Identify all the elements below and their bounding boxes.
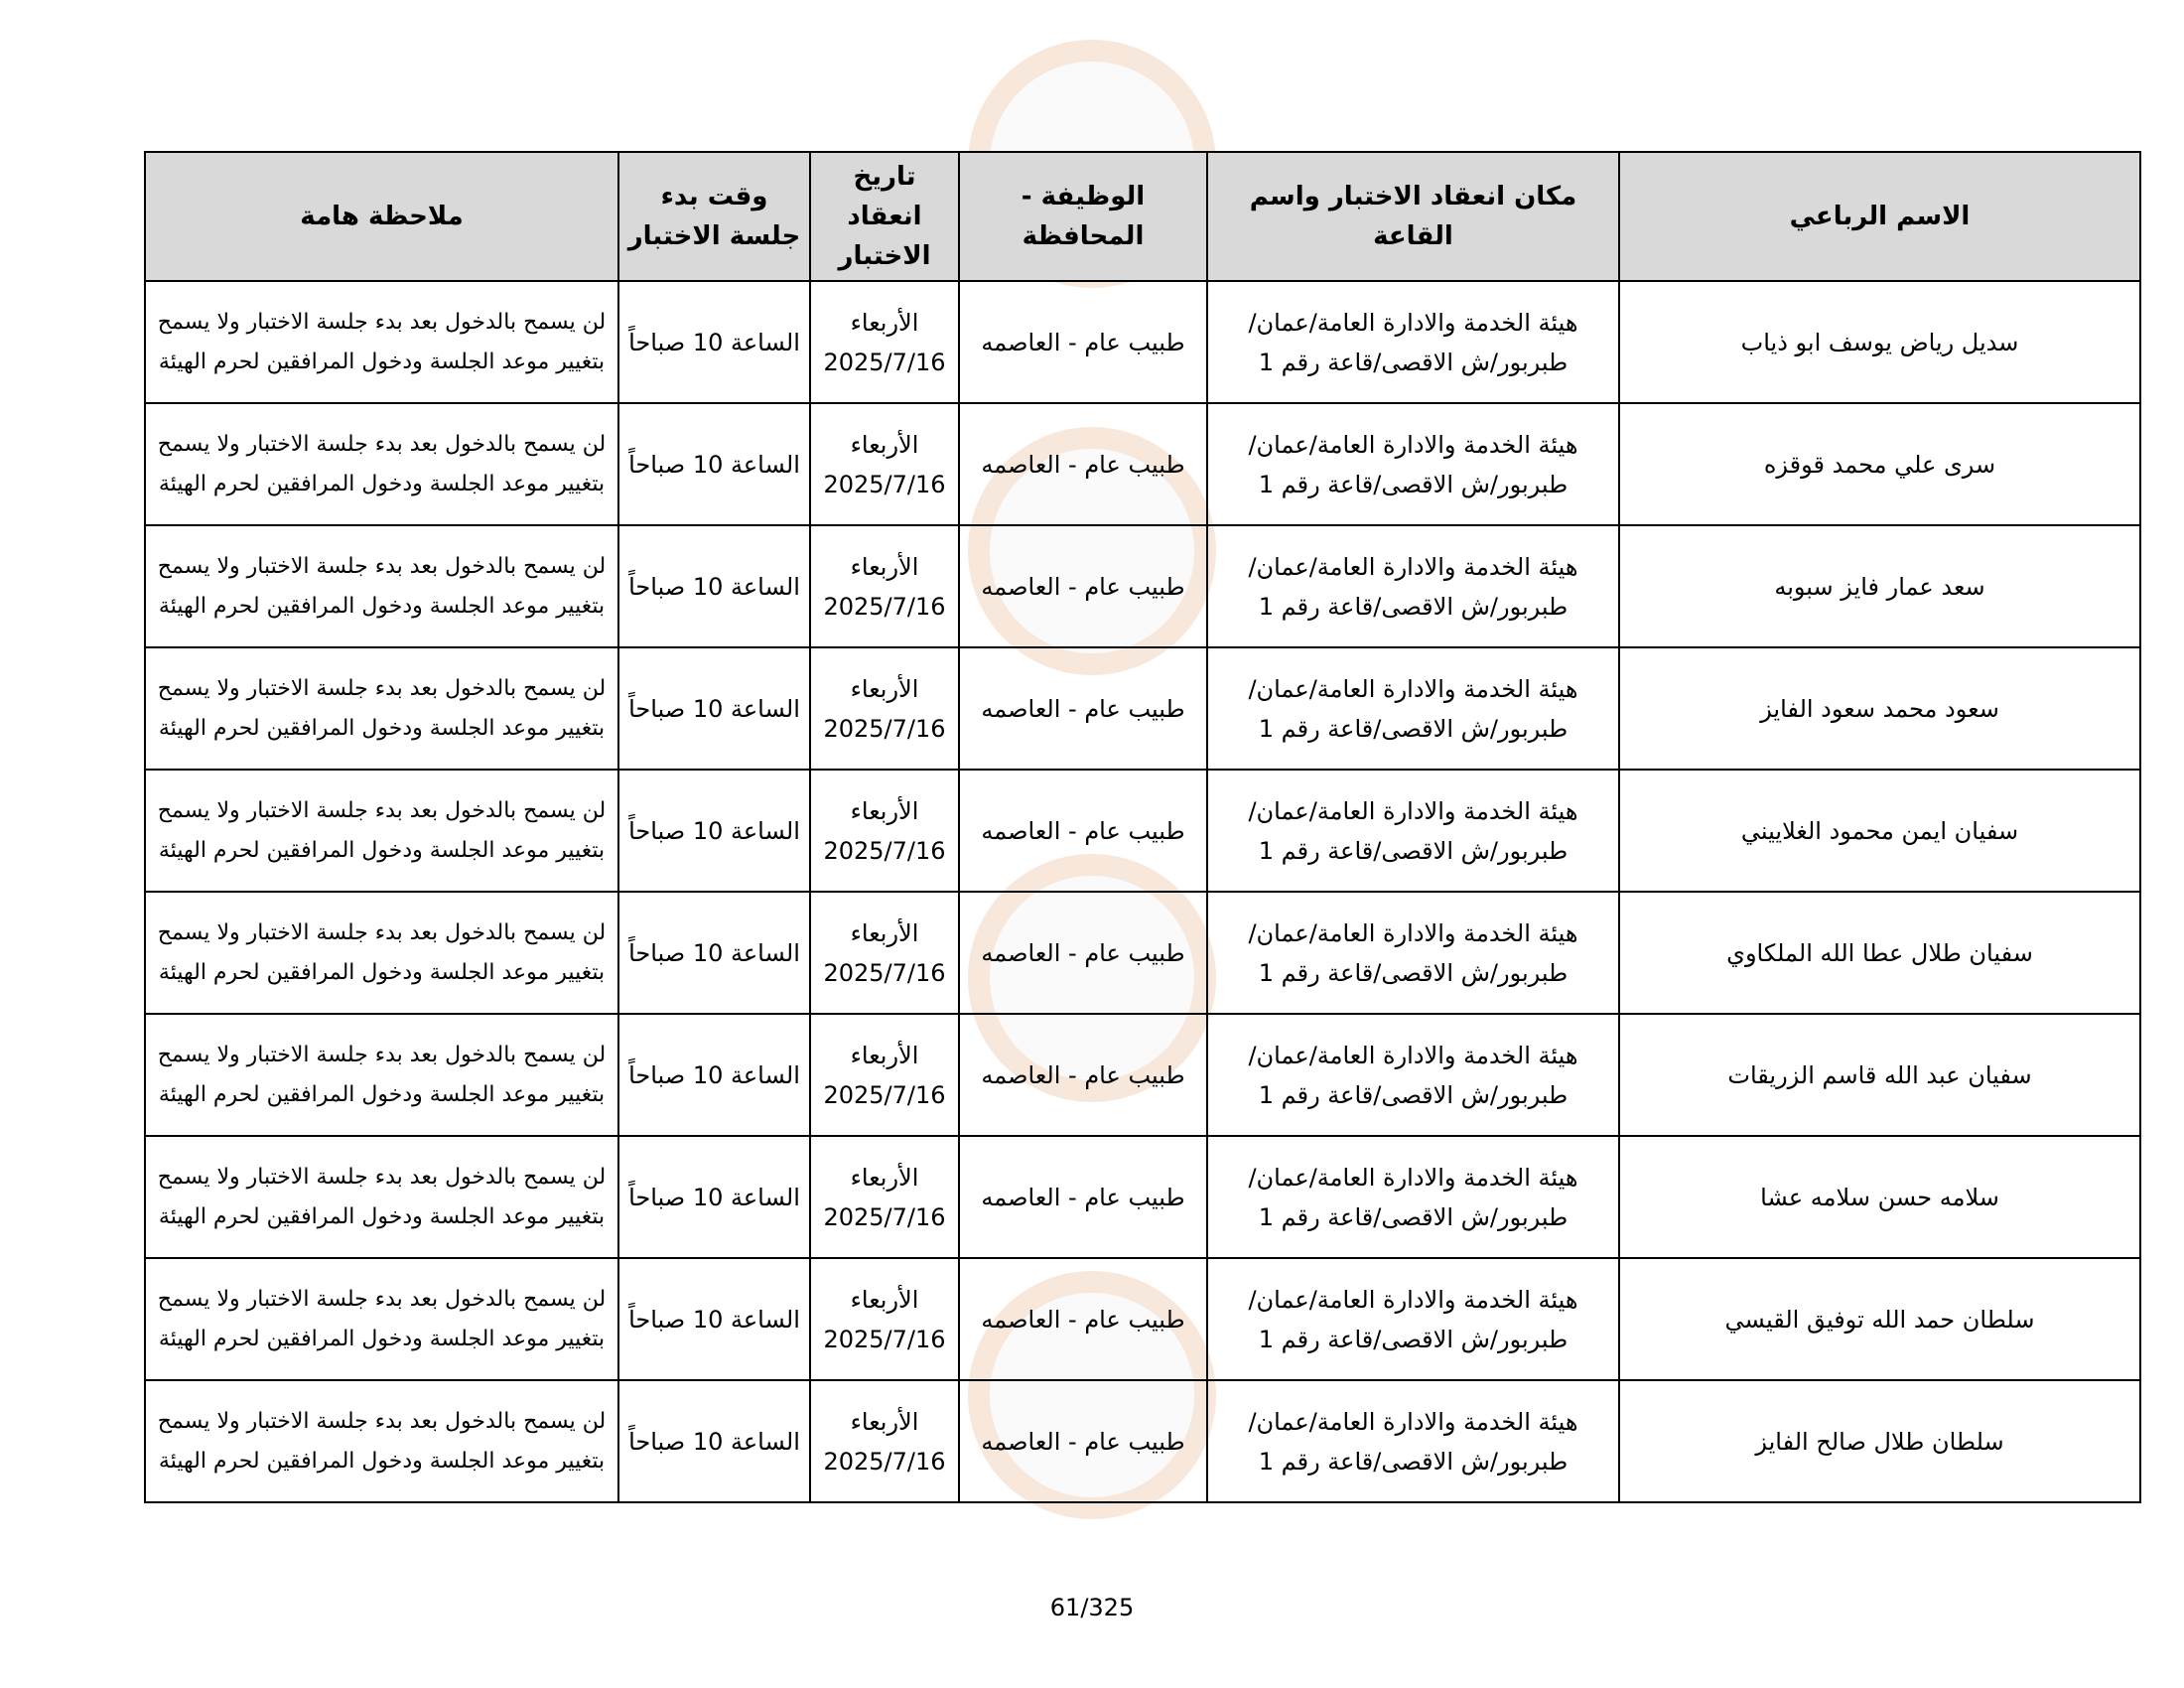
cell-date [810,892,959,1014]
cell-time: الساعة 10 صباحاً [618,281,810,403]
cell-time: الساعة 10 صباحاً [618,647,810,770]
cell-date-day: الأربعاء [850,1163,919,1192]
cell-time: الساعة 10 صباحاً [618,1014,810,1136]
cell-location: هيئة الخدمة والادارة العامة/عمان/طبربور/ش الاقصى/قاعة رقم 1 [1207,1014,1619,1136]
cell-location: هيئة الخدمة والادارة العامة/عمان/طبربور/ش الاقصى/قاعة رقم 1 [1207,770,1619,892]
table-row [145,647,2140,770]
cell-location: هيئة الخدمة والادارة العامة/عمان/طبربور/ش الاقصى/قاعة رقم 1 [1207,281,1619,403]
cell-name: سفيان عبد الله قاسم الزريقات [1619,1014,2140,1136]
cell-location: هيئة الخدمة والادارة العامة/عمان/طبربور/ش الاقصى/قاعة رقم 1 [1207,1258,1619,1380]
cell-time: الساعة 10 صباحاً [618,403,810,525]
cell-job: طبيب عام - العاصمه [959,1014,1207,1136]
cell-date-day: الأربعاء [850,1041,919,1069]
cell-date-value: 2025/7/16 [823,348,946,376]
cell-date-value: 2025/7/16 [823,836,946,865]
cell-name: سلطان طلال صالح الفايز [1619,1380,2140,1502]
cell-date-day: الأربعاء [850,308,919,337]
table-row [145,525,2140,647]
cell-date-day: الأربعاء [850,1285,919,1314]
table-row [145,892,2140,1014]
cell-location: هيئة الخدمة والادارة العامة/عمان/طبربور/ش الاقصى/قاعة رقم 1 [1207,1136,1619,1258]
table-body [145,281,2140,1502]
table-header-row [145,152,2140,281]
cell-time: الساعة 10 صباحاً [618,1136,810,1258]
cell-date-value: 2025/7/16 [823,592,946,621]
header-note: ملاحظة هامة [145,152,618,281]
cell-name: سديل رياض يوسف ابو ذياب [1619,281,2140,403]
cell-date-value: 2025/7/16 [823,1447,946,1476]
cell-job: طبيب عام - العاصمه [959,1258,1207,1380]
cell-name: سعود محمد سعود الفايز [1619,647,2140,770]
cell-name: سفيان ايمن محمود الغلاييني [1619,770,2140,892]
cell-date-value: 2025/7/16 [823,1080,946,1109]
cell-date-day: الأربعاء [850,1407,919,1436]
cell-date-value: 2025/7/16 [823,1202,946,1231]
cell-time: الساعة 10 صباحاً [618,1380,810,1502]
table-row [145,1136,2140,1258]
cell-job: طبيب عام - العاصمه [959,525,1207,647]
cell-job: طبيب عام - العاصمه [959,1136,1207,1258]
cell-date [810,1136,959,1258]
cell-note: لن يسمح بالدخول بعد بدء جلسة الاختبار ولا يسمح بتغيير موعد الجلسة ودخول المرافقين لحرم الهيئة [145,403,618,525]
cell-date [810,281,959,403]
cell-date-day: الأربعاء [850,674,919,703]
cell-time: الساعة 10 صباحاً [618,1258,810,1380]
cell-date-value: 2025/7/16 [823,958,946,987]
cell-note: لن يسمح بالدخول بعد بدء جلسة الاختبار ولا يسمح بتغيير موعد الجلسة ودخول المرافقين لحرم الهيئة [145,892,618,1014]
cell-date-value: 2025/7/16 [823,1325,946,1353]
cell-date-day: الأربعاء [850,552,919,581]
cell-job: طبيب عام - العاصمه [959,892,1207,1014]
cell-date [810,1014,959,1136]
table-row [145,1258,2140,1380]
cell-job: طبيب عام - العاصمه [959,770,1207,892]
cell-job: طبيب عام - العاصمه [959,647,1207,770]
table-row [145,1380,2140,1502]
cell-date-day: الأربعاء [850,430,919,459]
cell-note: لن يسمح بالدخول بعد بدء جلسة الاختبار ولا يسمح بتغيير موعد الجلسة ودخول المرافقين لحرم الهيئة [145,1014,618,1136]
cell-name: سرى علي محمد قوقزه [1619,403,2140,525]
cell-location: هيئة الخدمة والادارة العامة/عمان/طبربور/ش الاقصى/قاعة رقم 1 [1207,892,1619,1014]
exam-schedule-table [144,151,2141,1503]
cell-date-value: 2025/7/16 [823,470,946,498]
cell-date [810,770,959,892]
header-time: وقت بدء جلسة الاختبار [618,152,810,281]
cell-note: لن يسمح بالدخول بعد بدء جلسة الاختبار ولا يسمح بتغيير موعد الجلسة ودخول المرافقين لحرم الهيئة [145,281,618,403]
table-row [145,770,2140,892]
cell-note: لن يسمح بالدخول بعد بدء جلسة الاختبار ولا يسمح بتغيير موعد الجلسة ودخول المرافقين لحرم الهيئة [145,525,618,647]
cell-note: لن يسمح بالدخول بعد بدء جلسة الاختبار ولا يسمح بتغيير موعد الجلسة ودخول المرافقين لحرم الهيئة [145,1258,618,1380]
cell-name: سلامه حسن سلامه عشا [1619,1136,2140,1258]
header-location: مكان انعقاد الاختبار واسم القاعة [1207,152,1619,281]
header-name: الاسم الرباعي [1619,152,2140,281]
table-row [145,1014,2140,1136]
cell-location: هيئة الخدمة والادارة العامة/عمان/طبربور/ش الاقصى/قاعة رقم 1 [1207,1380,1619,1502]
cell-note: لن يسمح بالدخول بعد بدء جلسة الاختبار ولا يسمح بتغيير موعد الجلسة ودخول المرافقين لحرم الهيئة [145,1380,618,1502]
cell-name: سفيان طلال عطا الله الملكاوي [1619,892,2140,1014]
cell-location: هيئة الخدمة والادارة العامة/عمان/طبربور/ش الاقصى/قاعة رقم 1 [1207,403,1619,525]
cell-note: لن يسمح بالدخول بعد بدء جلسة الاختبار ولا يسمح بتغيير موعد الجلسة ودخول المرافقين لحرم الهيئة [145,647,618,770]
cell-date-value: 2025/7/16 [823,714,946,743]
cell-job: طبيب عام - العاصمه [959,403,1207,525]
cell-location: هيئة الخدمة والادارة العامة/عمان/طبربور/ش الاقصى/قاعة رقم 1 [1207,647,1619,770]
cell-time: الساعة 10 صباحاً [618,525,810,647]
page-number: 61/325 [1049,1594,1135,1621]
cell-note: لن يسمح بالدخول بعد بدء جلسة الاختبار ولا يسمح بتغيير موعد الجلسة ودخول المرافقين لحرم الهيئة [145,770,618,892]
table-row [145,281,2140,403]
cell-date-day: الأربعاء [850,918,919,947]
table-row [145,403,2140,525]
cell-date [810,525,959,647]
cell-job: طبيب عام - العاصمه [959,1380,1207,1502]
cell-date [810,647,959,770]
cell-name: سعد عمار فايز سبوبه [1619,525,2140,647]
cell-time: الساعة 10 صباحاً [618,770,810,892]
cell-time: الساعة 10 صباحاً [618,892,810,1014]
cell-job: طبيب عام - العاصمه [959,281,1207,403]
cell-date [810,1380,959,1502]
cell-date-day: الأربعاء [850,796,919,825]
header-job: الوظيفة - المحافظة [959,152,1207,281]
cell-location: هيئة الخدمة والادارة العامة/عمان/طبربور/ش الاقصى/قاعة رقم 1 [1207,525,1619,647]
cell-name: سلطان حمد الله توفيق القيسي [1619,1258,2140,1380]
cell-note: لن يسمح بالدخول بعد بدء جلسة الاختبار ولا يسمح بتغيير موعد الجلسة ودخول المرافقين لحرم الهيئة [145,1136,618,1258]
cell-date [810,403,959,525]
header-date: تاريخ انعقاد الاختبار [810,152,959,281]
cell-date [810,1258,959,1380]
